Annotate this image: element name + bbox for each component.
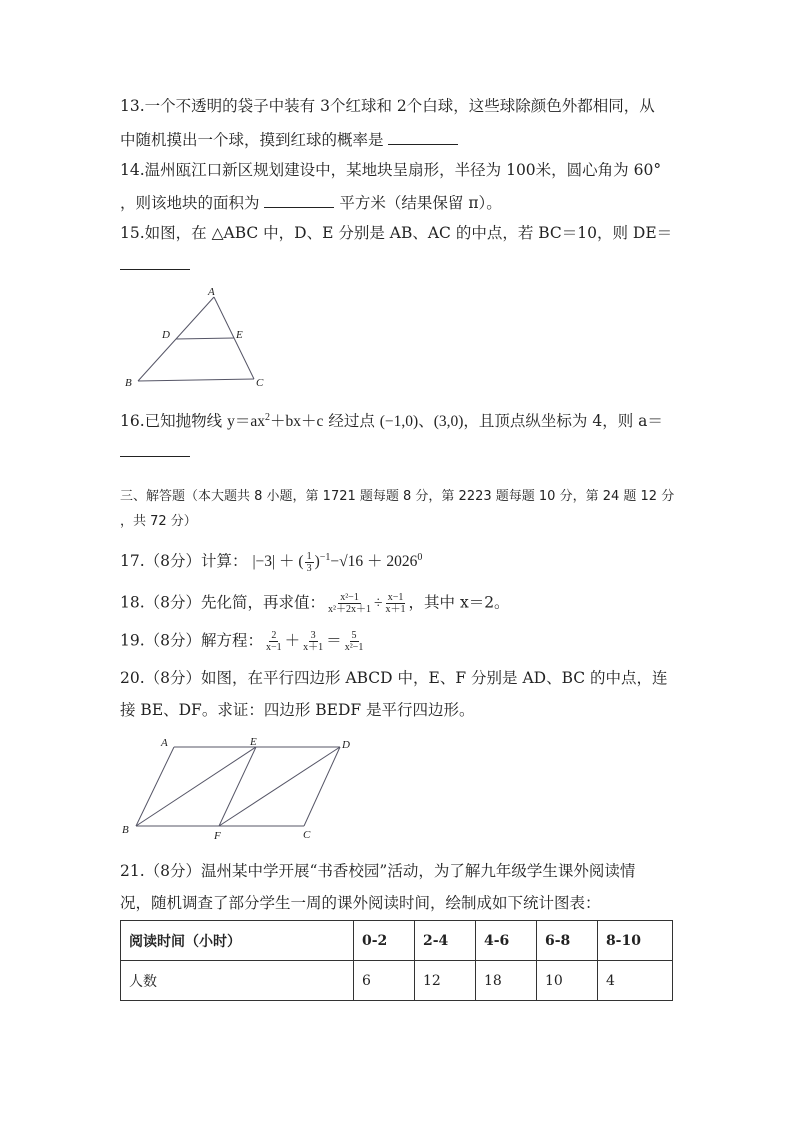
q16-eq: $y=ax^2+bx+c$ <box>227 412 324 431</box>
q13-line2 <box>120 128 458 150</box>
label-C: C <box>256 377 264 389</box>
q14-line2 <box>120 191 502 213</box>
table-cell: 阅读时间（小时） <box>121 921 354 961</box>
reading-time-table <box>120 920 673 1001</box>
q16-points: (−1,0)、(3,0) <box>379 413 464 431</box>
table-cell: 4-6 <box>475 921 536 961</box>
q13-line1: 13.一个不透明的袋子中装有 3个红球和 2个白球，这些球除颜色外都相同，从 <box>120 97 655 115</box>
table-cell: 6-8 <box>536 921 597 961</box>
label-A: A <box>208 286 215 298</box>
q16-answer-blank <box>120 440 190 457</box>
q19: 19.（8分）解方程： $\frac{2}{x-1}$ ＋ $\frac{3}{x+1}$ ＝ $\frac{5}{\text{x²−1}}$ <box>120 630 364 653</box>
q15-answer-blank <box>120 253 190 270</box>
q16-blank-line <box>120 440 190 462</box>
label-D: D <box>342 739 350 751</box>
label-A: A <box>161 737 168 749</box>
segment-AB <box>136 747 174 826</box>
q19-pre: 19.（8分）解方程： <box>120 631 264 650</box>
label-D: D <box>162 329 170 341</box>
segment-BC <box>138 379 254 381</box>
table-cell: 6 <box>354 961 415 1001</box>
table-cell: 10 <box>536 961 597 1001</box>
q19-frac3: $\frac{5}{\text{x²−1}}$ <box>344 630 364 653</box>
section3-header-2: ，共 72 分） <box>120 514 197 529</box>
label-F: F <box>214 830 221 842</box>
table-cell: 18 <box>475 961 536 1001</box>
table-cell: 人数 <box>121 961 354 1001</box>
q16-post: ，且顶点纵坐标为 4，则 a＝ <box>463 412 663 431</box>
q16-pre: 16.已知抛物线 <box>120 412 223 431</box>
q16-line1 <box>120 408 663 432</box>
q20-line2: 接 BE、DF。求证：四边形 BEDF 是平行四边形。 <box>120 701 475 719</box>
q14-line2b: 平方米（结果保留 π）。 <box>339 194 502 212</box>
label-C: C <box>303 829 311 841</box>
table-cell: 4 <box>597 961 672 1001</box>
section3-header: 三、解答题（本大题共 8 小题，第 1721 题每题 8 分，第 2223 题每题 10 分，第 24 题 12 分 <box>120 489 675 504</box>
q14-answer-blank <box>264 191 334 208</box>
q19-frac2: $\frac{3}{x+1}$ <box>303 630 324 653</box>
q20-line1: 20.（8分）如图，在平行四边形 ABCD 中，E、F 分别是 AD、BC 的中点，连 <box>120 669 668 687</box>
q18-pre: 18.（8分）先化简，再求值： <box>120 593 326 612</box>
table-row <box>121 961 673 1001</box>
parallelogram-figure <box>118 735 358 845</box>
table-cell: 0-2 <box>354 921 415 961</box>
q15-blank-line <box>120 253 190 275</box>
q18-post: ，其中 x＝2。 <box>408 593 510 612</box>
label-B: B <box>122 824 129 836</box>
table-cell: 2-4 <box>414 921 475 961</box>
q21-line1: 21.（8分）温州某中学开展“书香校园”活动，为了解九年级学生课外阅读情 <box>120 862 636 880</box>
q15-line1: 15.如图，在 △ABC 中，D、E 分别是 AB、AC 的中点，若 BC＝10，则 DE＝ <box>120 224 673 242</box>
q21-line2: 况，随机调查了部分学生一周的课外阅读时间，绘制成如下统计图表： <box>120 894 601 912</box>
q14-line1: 14.温州瓯江口新区规划建设中，某地块呈扇形，半径为 100米，圆心角为 60° <box>120 161 662 179</box>
label-E: E <box>250 736 257 748</box>
q18: 18.（8分）先化简，再求值： $\frac{\text{x²−1}}{\text{x²＋2x＋1}}$ ÷ $\frac{x-1}{x+1}$ ，其中 x＝2。 <box>120 592 510 615</box>
q18-frac1: $\frac{\text{x²−1}}{\text{x²＋2x＋1}}$ <box>328 592 372 615</box>
label-E: E <box>236 329 243 341</box>
q13-answer-blank <box>388 128 458 145</box>
q13-line2-text: 中随机摸出一个球，摸到红球的概率是 <box>120 131 384 149</box>
q17-expression: |−3| ＋ ( $\frac{1}{3}$ )$^{-1}-√16 + 2026^0$ <box>252 551 423 575</box>
label-B: B <box>125 377 132 389</box>
q17 <box>120 548 422 574</box>
table-cell: 12 <box>414 961 475 1001</box>
q16-mid: 经过点 <box>328 412 375 431</box>
table-header-row <box>121 921 673 961</box>
q19-frac1: $\frac{2}{x-1}$ <box>266 630 282 653</box>
q18-frac2: $\frac{x-1}{x+1}$ <box>385 592 406 615</box>
q14-line2a: ，则该地块的面积为 <box>120 194 260 212</box>
triangle-figure <box>120 285 280 395</box>
segment-DE <box>176 338 234 339</box>
q17-pre: 17.（8分）计算： <box>120 552 248 571</box>
table-cell: 8-10 <box>597 921 672 961</box>
